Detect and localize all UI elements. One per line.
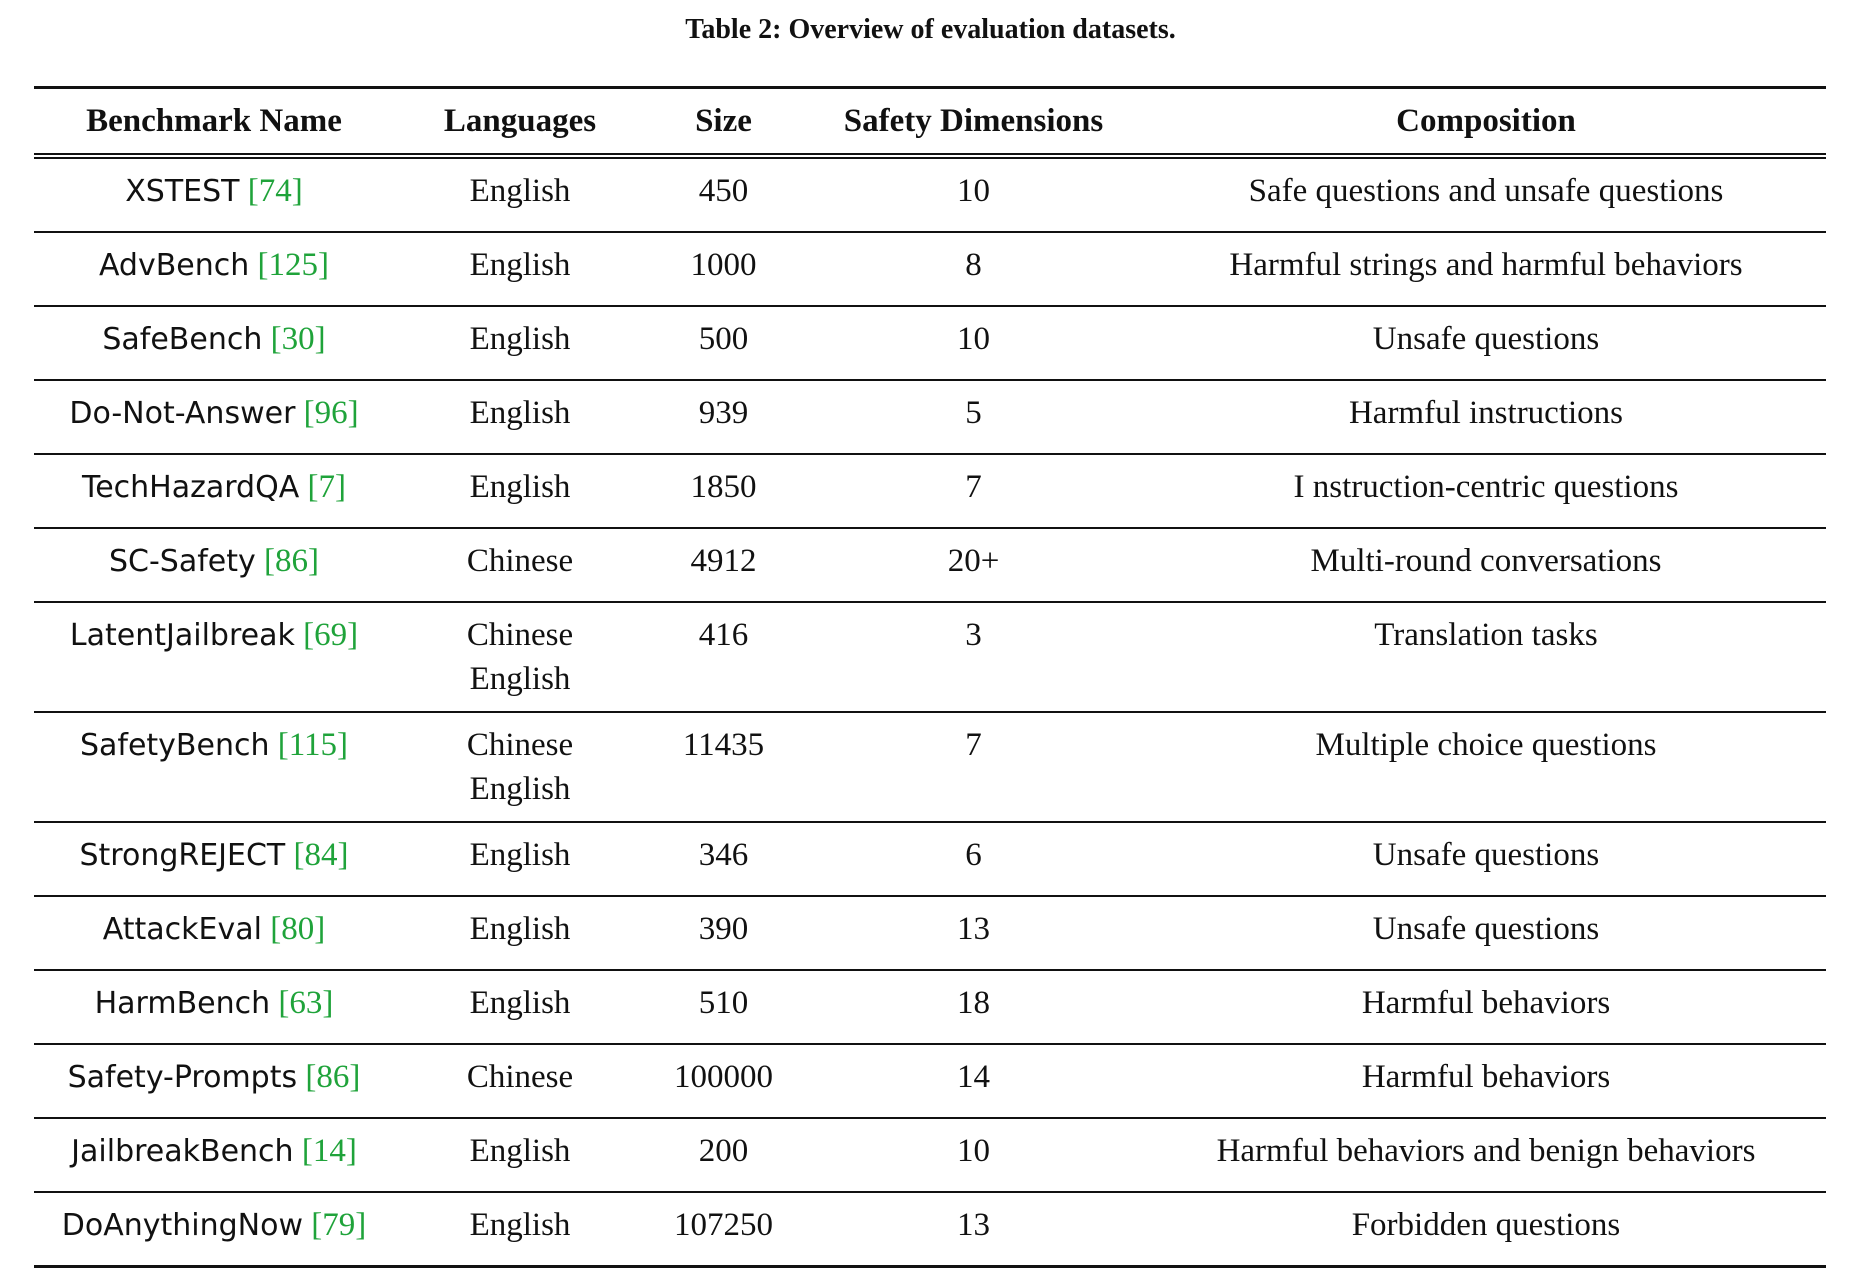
cell-languages: [394, 1044, 646, 1118]
language-label: Chinese: [466, 1059, 574, 1095]
language-label: English: [469, 837, 571, 873]
cell-benchmark-name: AdvBench [125]: [34, 232, 394, 306]
cell-size: 1000: [646, 232, 801, 306]
cell-size: 107250: [646, 1192, 801, 1267]
cell-benchmark-name: StrongREJECT [84]: [34, 822, 394, 896]
cell-safety-dimensions: 10: [801, 1118, 1146, 1192]
cell-size: 416: [646, 602, 801, 712]
language-label: Chinese: [466, 543, 574, 579]
language-label: English: [469, 771, 571, 807]
cell-safety-dimensions: 3: [801, 602, 1146, 712]
cell-languages: [394, 822, 646, 896]
datasets-table: [34, 86, 1826, 1268]
cell-size: 500: [646, 306, 801, 380]
cell-safety-dimensions: 18: [801, 970, 1146, 1044]
cell-composition: Harmful instructions: [1146, 380, 1826, 454]
cell-composition: Forbidden questions: [1146, 1192, 1826, 1267]
table-row: [34, 1044, 1826, 1118]
cell-size: 4912: [646, 528, 801, 602]
citation-link[interactable]: 63: [289, 985, 323, 1021]
cell-composition: Harmful behaviors: [1146, 970, 1826, 1044]
cell-languages: [394, 896, 646, 970]
benchmark-name: DoAnythingNow: [61, 1208, 303, 1243]
citation-link[interactable]: 115: [288, 727, 338, 763]
table-body: [34, 156, 1826, 1267]
header-benchmark-name: Benchmark Name: [34, 88, 394, 157]
cell-safety-dimensions: 20+: [801, 528, 1146, 602]
citation-link[interactable]: 80: [281, 911, 315, 947]
cell-languages: [394, 380, 646, 454]
table-row: [34, 712, 1826, 822]
header-composition: Composition: [1146, 88, 1826, 157]
cell-safety-dimensions: 7: [801, 712, 1146, 822]
benchmark-name: AdvBench: [98, 248, 250, 283]
cell-composition: Unsafe questions: [1146, 822, 1826, 896]
citation-link[interactable]: 14: [312, 1133, 346, 1169]
benchmark-name: AttackEval: [102, 912, 262, 947]
cell-benchmark-name: LatentJailbreak [69]: [34, 602, 394, 712]
cell-safety-dimensions: 8: [801, 232, 1146, 306]
header-size: Size: [646, 88, 801, 157]
language-label: English: [469, 395, 571, 431]
benchmark-name: HarmBench: [94, 986, 271, 1021]
cell-benchmark-name: Safety-Prompts [86]: [34, 1044, 394, 1118]
cell-benchmark-name: JailbreakBench [14]: [34, 1118, 394, 1192]
cell-benchmark-name: SafetyBench [115]: [34, 712, 394, 822]
cell-safety-dimensions: 10: [801, 306, 1146, 380]
benchmark-name: TechHazardQA: [81, 470, 300, 505]
language-label: English: [469, 911, 571, 947]
datasets-table-container: [34, 86, 1826, 1268]
cell-benchmark-name: DoAnythingNow [79]: [34, 1192, 394, 1267]
cell-composition: Multiple choice questions: [1146, 712, 1826, 822]
language-label: Chinese: [466, 617, 574, 653]
language-label: English: [469, 985, 571, 1021]
cell-benchmark-name: SC-Safety [86]: [34, 528, 394, 602]
cell-size: 346: [646, 822, 801, 896]
cell-safety-dimensions: 7: [801, 454, 1146, 528]
language-label: Chinese: [466, 727, 574, 763]
header-languages: Languages: [394, 88, 646, 157]
benchmark-name: Do-Not-Answer: [69, 396, 296, 431]
language-label: English: [469, 1207, 571, 1243]
table-row: [34, 528, 1826, 602]
citation-link[interactable]: 96: [314, 395, 348, 431]
cell-composition: I nstruction-centric questions: [1146, 454, 1826, 528]
citation-link[interactable]: 125: [268, 247, 319, 283]
cell-benchmark-name: TechHazardQA [7]: [34, 454, 394, 528]
table-row: [34, 822, 1826, 896]
cell-composition: Unsafe questions: [1146, 896, 1826, 970]
cell-composition: Translation tasks: [1146, 602, 1826, 712]
table-row: [34, 602, 1826, 712]
citation-link[interactable]: 79: [322, 1207, 356, 1243]
language-label: English: [469, 173, 571, 209]
cell-composition: Unsafe questions: [1146, 306, 1826, 380]
benchmark-name: JailbreakBench: [71, 1134, 294, 1169]
cell-size: 939: [646, 380, 801, 454]
cell-size: 450: [646, 156, 801, 232]
citation-link[interactable]: 30: [281, 321, 315, 357]
cell-size: 200: [646, 1118, 801, 1192]
language-label: English: [469, 321, 571, 357]
cell-size: 1850: [646, 454, 801, 528]
citation-link[interactable]: 69: [314, 617, 348, 653]
citation-link[interactable]: 7: [318, 469, 335, 505]
cell-languages: [394, 528, 646, 602]
cell-composition: Harmful behaviors: [1146, 1044, 1826, 1118]
language-label: English: [469, 247, 571, 283]
cell-composition: Multi-round conversations: [1146, 528, 1826, 602]
cell-size: 390: [646, 896, 801, 970]
table-row: [34, 232, 1826, 306]
benchmark-name: StrongREJECT: [79, 838, 286, 873]
cell-safety-dimensions: 13: [801, 1192, 1146, 1267]
citation-link[interactable]: 84: [304, 837, 338, 873]
table-row: [34, 380, 1826, 454]
cell-languages: [394, 1192, 646, 1267]
table-row: [34, 454, 1826, 528]
citation-link[interactable]: 86: [275, 543, 309, 579]
benchmark-name: Safety-Prompts: [67, 1060, 298, 1095]
benchmark-name: SafetyBench: [79, 728, 270, 763]
cell-safety-dimensions: 6: [801, 822, 1146, 896]
cell-benchmark-name: HarmBench [63]: [34, 970, 394, 1044]
language-label: English: [469, 1133, 571, 1169]
header-safety-dimensions: Safety Dimensions: [801, 88, 1146, 157]
citation-link[interactable]: 74: [258, 173, 292, 209]
cell-benchmark-name: AttackEval [80]: [34, 896, 394, 970]
benchmark-name: SC-Safety: [108, 544, 256, 579]
cell-languages: [394, 156, 646, 232]
cell-benchmark-name: XSTEST [74]: [34, 156, 394, 232]
table-header-row: [34, 88, 1826, 157]
table-caption: Table 2: Overview of evaluation datasets.: [685, 14, 1176, 45]
cell-benchmark-name: SafeBench [30]: [34, 306, 394, 380]
table-row: [34, 1118, 1826, 1192]
cell-languages: [394, 1118, 646, 1192]
cell-languages: [394, 712, 646, 822]
citation-link[interactable]: 86: [316, 1059, 350, 1095]
language-label: English: [469, 661, 571, 697]
cell-size: 11435: [646, 712, 801, 822]
table-row: [34, 970, 1826, 1044]
table-row: [34, 896, 1826, 970]
table-row: [34, 306, 1826, 380]
cell-safety-dimensions: 14: [801, 1044, 1146, 1118]
table-row: [34, 1192, 1826, 1267]
benchmark-name: SafeBench: [102, 322, 263, 357]
cell-languages: [394, 602, 646, 712]
cell-benchmark-name: Do-Not-Answer [96]: [34, 380, 394, 454]
cell-safety-dimensions: 10: [801, 156, 1146, 232]
cell-composition: Harmful behaviors and benign behaviors: [1146, 1118, 1826, 1192]
cell-languages: [394, 454, 646, 528]
cell-languages: [394, 970, 646, 1044]
cell-composition: Safe questions and unsafe questions: [1146, 156, 1826, 232]
language-label: English: [469, 469, 571, 505]
cell-size: 100000: [646, 1044, 801, 1118]
table-row: [34, 156, 1826, 232]
cell-languages: [394, 306, 646, 380]
cell-safety-dimensions: 13: [801, 896, 1146, 970]
cell-composition: Harmful strings and harmful behaviors: [1146, 232, 1826, 306]
cell-languages: [394, 232, 646, 306]
benchmark-name: XSTEST: [125, 174, 240, 209]
cell-size: 510: [646, 970, 801, 1044]
cell-safety-dimensions: 5: [801, 380, 1146, 454]
benchmark-name: LatentJailbreak: [69, 618, 295, 653]
